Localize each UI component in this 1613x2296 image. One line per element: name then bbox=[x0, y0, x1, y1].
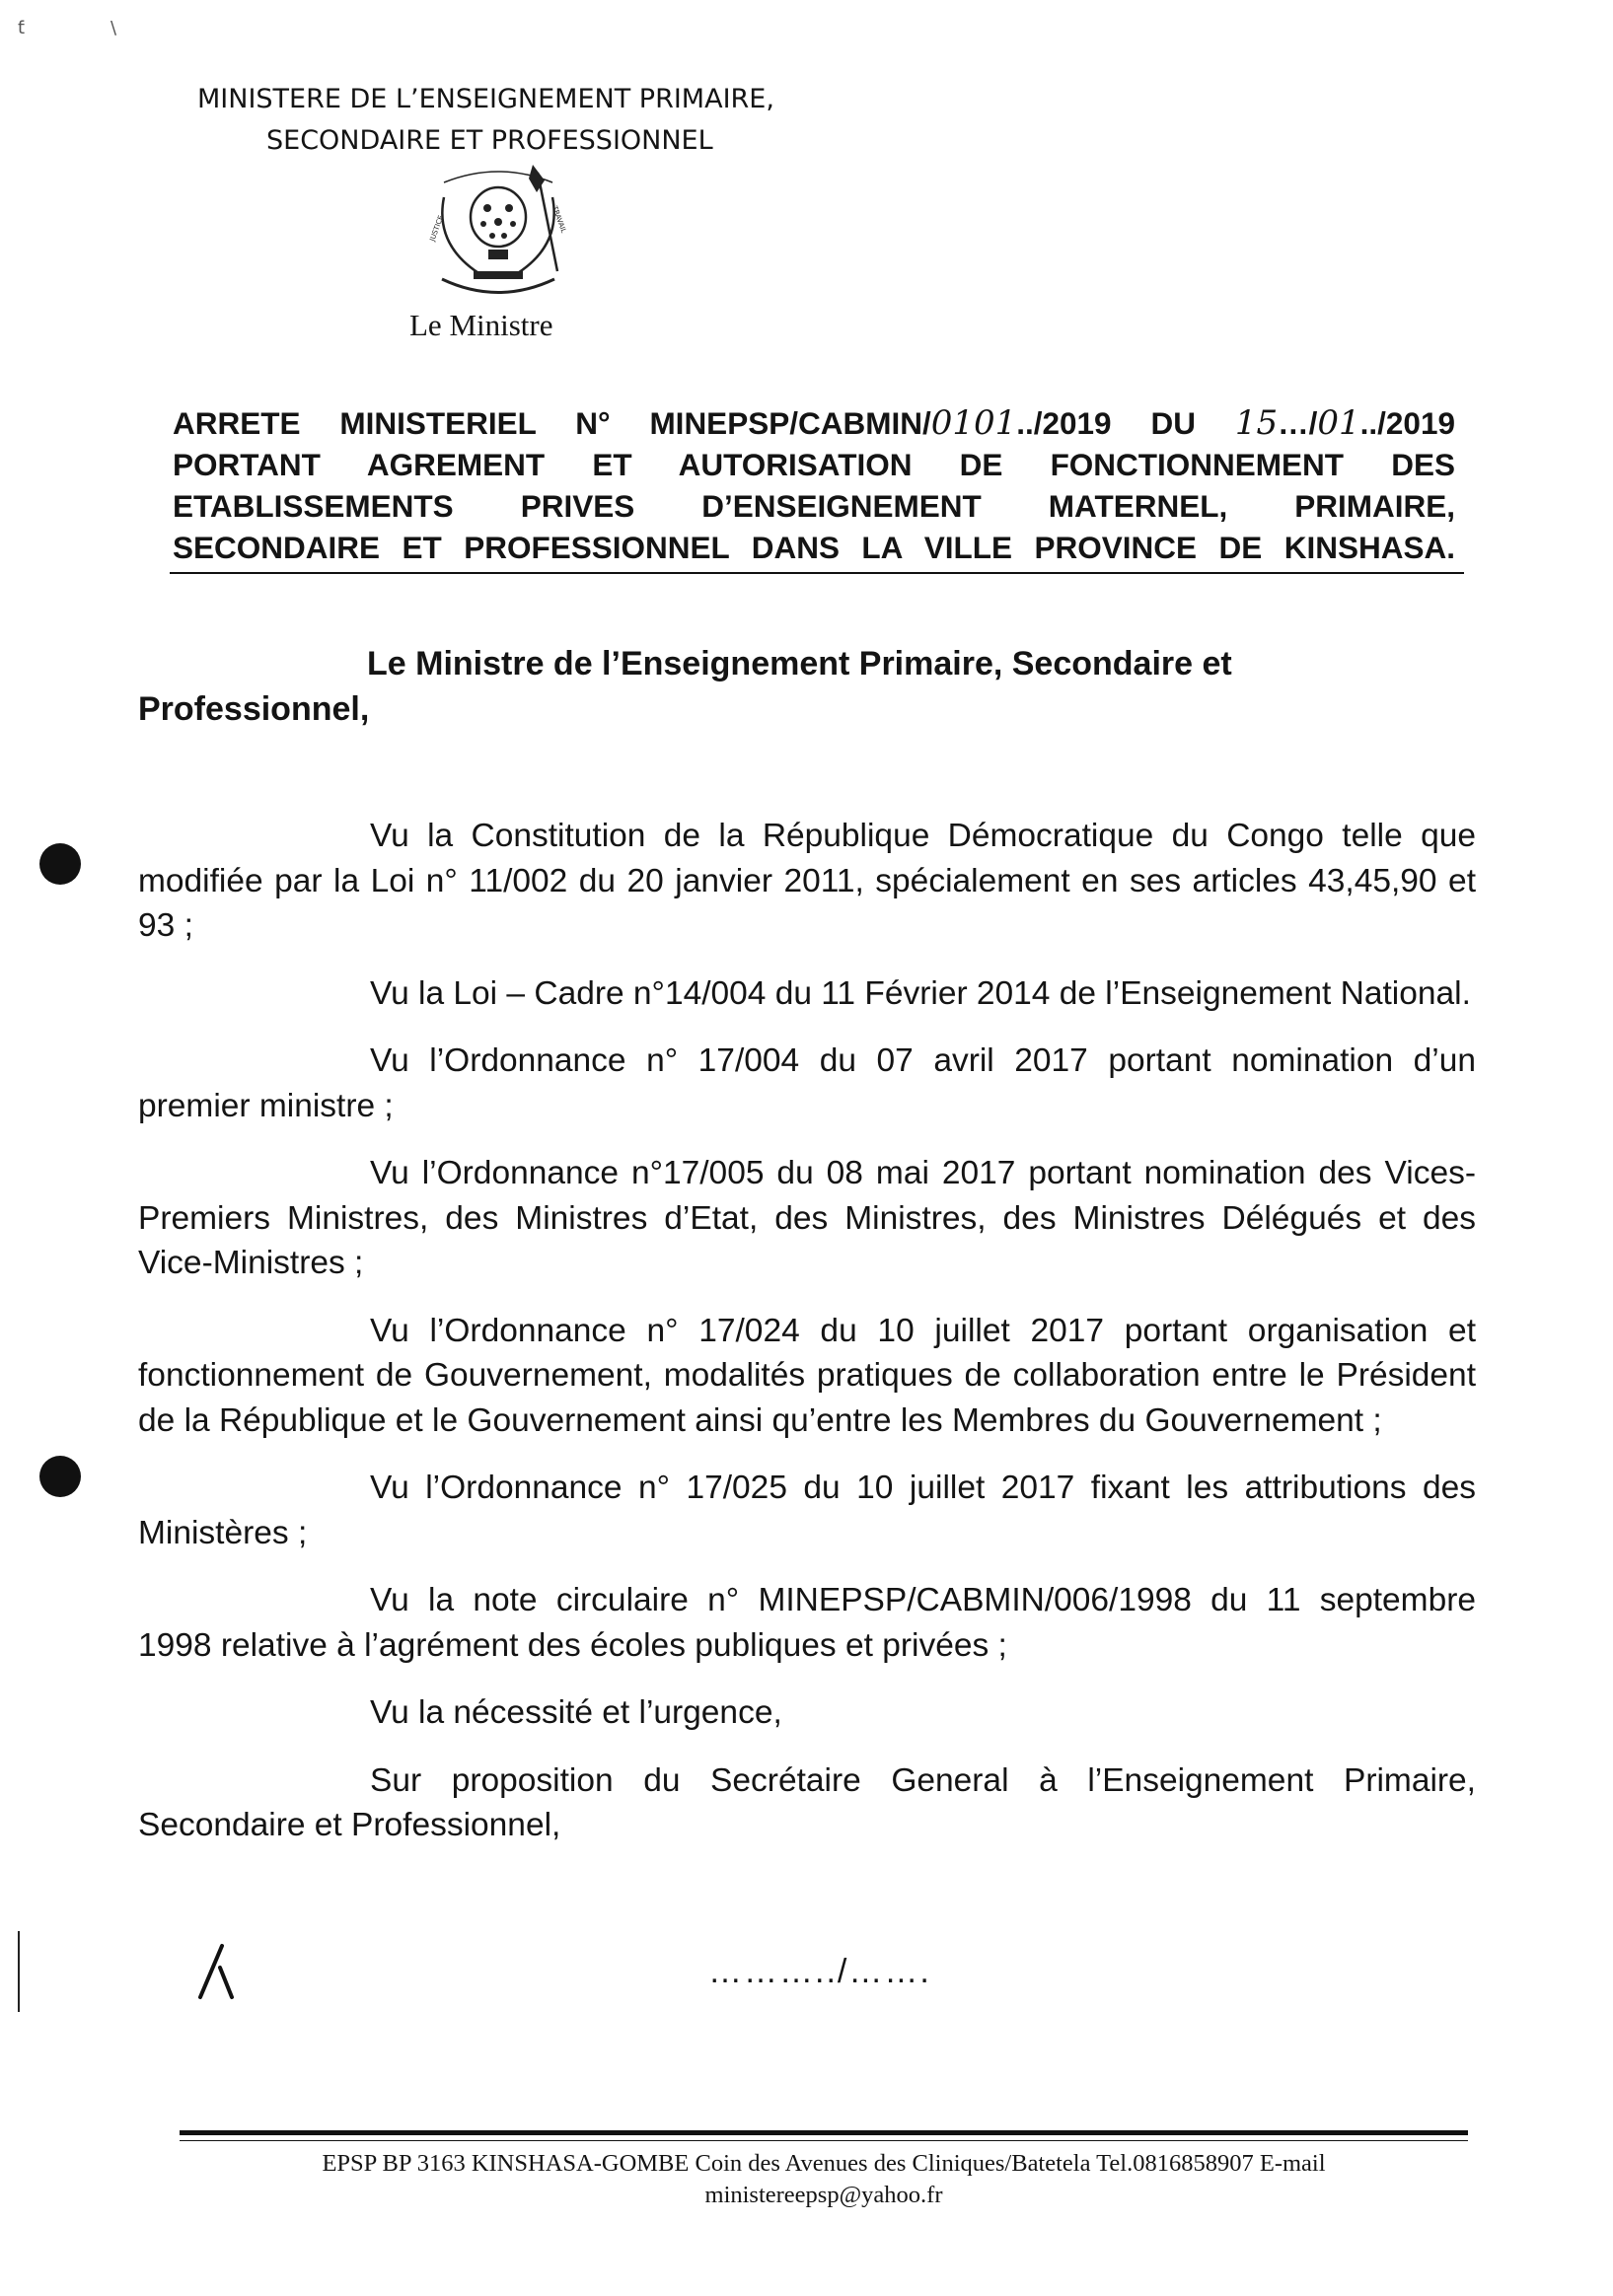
decree-number-handwritten: 0101 bbox=[930, 403, 1017, 443]
consideration-paragraph: Vu la Loi – Cadre n°14/004 du 11 Février 2014 de l’Enseignement National. bbox=[370, 974, 1471, 1012]
handwritten-initial-mark bbox=[192, 1938, 242, 2002]
scan-corner-mark: ƭ bbox=[18, 18, 26, 38]
ministry-name bbox=[197, 79, 774, 162]
footer-email: ministereepsp@yahoo.fr bbox=[704, 2182, 943, 2208]
decree-heading-line-4: SECONDAIRE ET PROFESSIONNEL DANS LA VILLE PROVINCE DE KINSHASA. bbox=[173, 530, 1455, 565]
drc-coat-of-arms-icon bbox=[414, 163, 582, 306]
consideration-paragraph: Vu la nécessité et l’urgence, bbox=[370, 1694, 782, 1731]
signatory-title: Le Ministre bbox=[409, 308, 553, 342]
considerations bbox=[138, 814, 1476, 1871]
continuation-marker: ………../……. bbox=[708, 1953, 931, 1990]
svg-text:TRAVAIL: TRAVAIL bbox=[550, 204, 568, 235]
consideration-paragraph: Vu l’Ordonnance n°17/005 du 08 mai 2017 portant nomination des Vices-Premiers Ministres, des Ministres d’Etat, des Ministres, des Ministres Délégués et des Vice-Ministres ; bbox=[138, 1155, 1476, 1281]
minister-title-line-1: Le Ministre de l’Enseignement Primaire, Secondaire et bbox=[367, 645, 1232, 682]
minister-title-line-2: Professionnel, bbox=[138, 690, 370, 728]
punch-hole-mark bbox=[39, 843, 81, 885]
decree-day-handwritten: 15 bbox=[1234, 403, 1279, 443]
ministry-line-2: SECONDAIRE ET PROFESSIONNEL bbox=[266, 125, 713, 156]
consideration-paragraph: Vu l’Ordonnance n° 17/024 du 10 juillet 2017 portant organisation et fonctionnement de Gouvernement, modalités pratiques de collaboration entre le Président de la République et le Gouvernement ainsi qu’entre les Membres du Gouvernement ; bbox=[138, 1312, 1476, 1439]
consideration-paragraph: Vu l’Ordonnance n° 17/004 du 07 avril 2017 portant nomination d’un premier ministre ; bbox=[138, 1042, 1476, 1124]
scan-edge-mark bbox=[18, 1931, 20, 2012]
heading-underline bbox=[170, 572, 1464, 574]
decree-heading-line-1: ARRETE MINISTERIEL N° MINEPSP/CABMIN/0101../2019 DU 15…/01../2019 bbox=[173, 403, 1455, 443]
footer-rule bbox=[180, 2130, 1468, 2135]
decree-heading bbox=[173, 402, 1455, 568]
footer-rule bbox=[180, 2140, 1468, 2141]
footer-address bbox=[180, 2148, 1468, 2211]
consideration-paragraph: Vu la note circulaire n° MINEPSP/CABMIN/006/1998 du 11 septembre 1998 relative à l’agrément des écoles publiques et privées ; bbox=[138, 1582, 1476, 1664]
decree-heading-line-3: ETABLISSEMENTS PRIVES D’ENSEIGNEMENT MATERNEL, PRIMAIRE, bbox=[173, 488, 1455, 524]
footer-line-1: EPSP BP 3163 KINSHASA-GOMBE Coin des Avenues des Cliniques/Batetela Tel.0816858907 E-mail bbox=[322, 2150, 1326, 2177]
consideration-paragraph: Vu l’Ordonnance n° 17/025 du 10 juillet 2017 fixant les attributions des Ministères ; bbox=[138, 1470, 1476, 1551]
minister-title bbox=[138, 641, 1317, 732]
consideration-paragraph: Vu la Constitution de la République Démocratique du Congo telle que modifiée par la Loi n° 11/002 du 20 janvier 2011, spécialement en ses articles 43,45,90 et 93 ; bbox=[138, 818, 1476, 944]
ministry-line-1: MINISTERE DE L’ENSEIGNEMENT PRIMAIRE, bbox=[197, 84, 774, 114]
decree-heading-line-2: PORTANT AGREMENT ET AUTORISATION DE FONCTIONNEMENT DES bbox=[173, 447, 1455, 482]
scan-corner-mark: \ bbox=[110, 18, 117, 38]
decree-month-handwritten: 01 bbox=[1317, 403, 1360, 443]
punch-hole-mark bbox=[39, 1456, 81, 1497]
svg-text:JUSTICE: JUSTICE bbox=[428, 214, 446, 243]
consideration-paragraph: Sur proposition du Secrétaire General à l’Enseignement Primaire, Secondaire et Professionnel, bbox=[138, 1761, 1476, 1843]
